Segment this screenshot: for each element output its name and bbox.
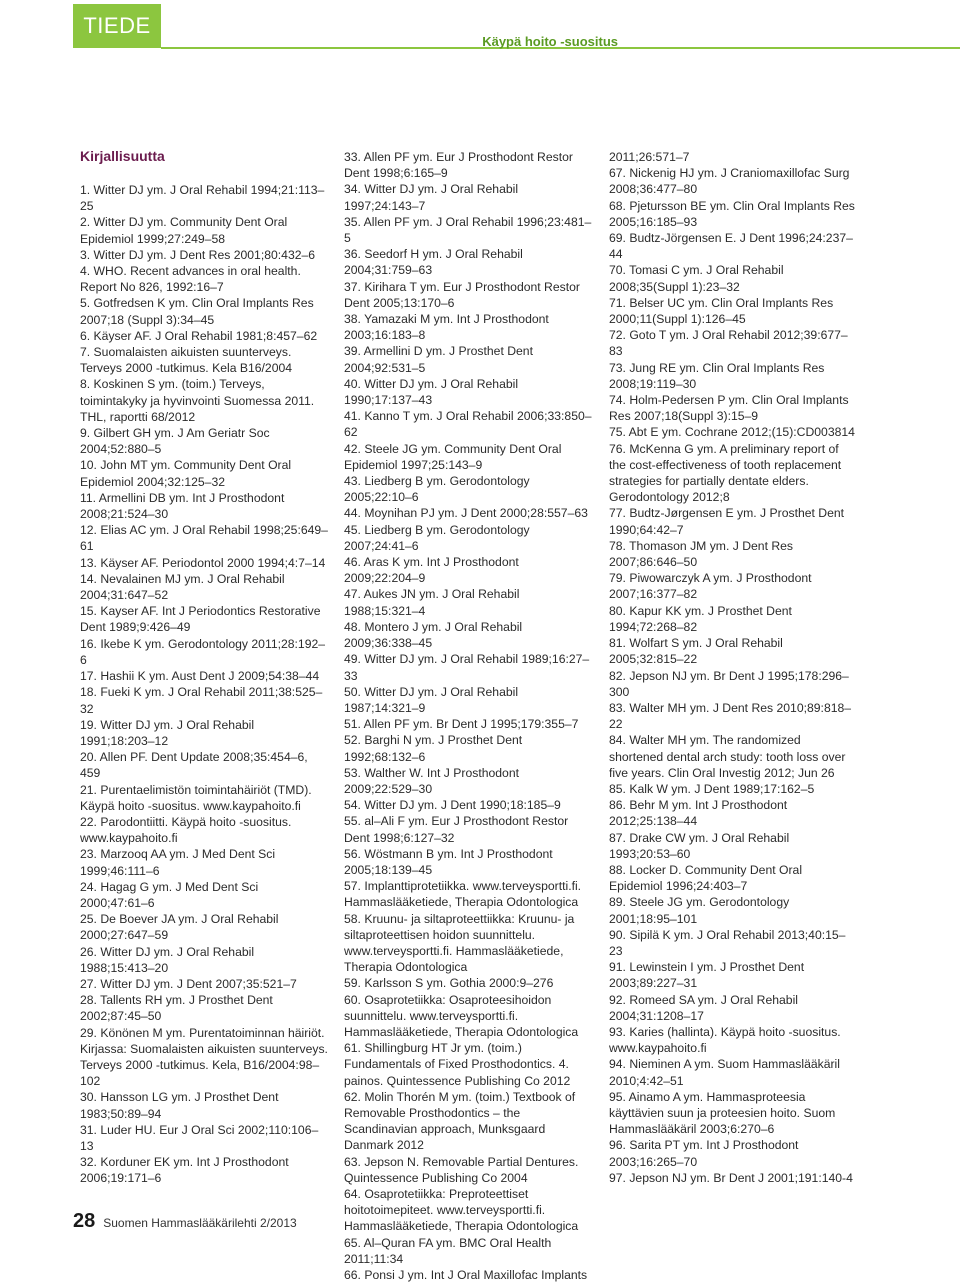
reference-item: 34. Witter DJ ym. J Oral Rehabil 1997;24:143–7 <box>344 182 519 213</box>
reference-item: 73. Jung RE ym. Clin Oral Implants Res 2008;19:119–30 <box>609 360 825 391</box>
reference-item: 92. Romeed SA ym. J Oral Rehabil 2004;31:1208–17 <box>609 992 798 1023</box>
reference-item: 47. Aukes JN ym. J Oral Rehabil 1988;15:321–4 <box>344 587 520 618</box>
references-column-1 <box>80 182 328 1187</box>
reference-item: 90. Sipilä K ym. J Oral Rehabil 2013;40:15–23 <box>609 927 846 958</box>
reference-item: 20. Allen PF. Dent Update 2008;35:454–6, 459 <box>80 750 308 781</box>
reference-item: 58. Kruunu- ja siltaproteettiikka: Kruunu- ja siltaproteettisen hoidon suunnittelu. www.terveysportti.fi. Hammaslääketiede, Therapia Odontologica <box>344 911 575 975</box>
references-column-2 <box>344 149 593 1283</box>
reference-item: 36. Seedorf H ym. J Oral Rehabil 2004;31:759–63 <box>344 247 523 278</box>
reference-item: 25. De Boever JA ym. J Oral Rehabil 2000;27:647–59 <box>80 912 279 943</box>
reference-item: 28. Tallents RH ym. J Prosthet Dent 2002;87:45–50 <box>80 993 273 1024</box>
reference-item: 59. Karlsson S ym. Gothia 2000:9–276 <box>344 976 554 991</box>
reference-item: 76. McKenna G ym. A preliminary report of the cost-effectiveness of tooth replacement strategies for partially dentate elders. Gerodontology 2012;8 <box>609 441 842 505</box>
reference-item: 17. Hashii K ym. Aust Dent J 2009;54:38–44 <box>80 669 320 684</box>
reference-item: 26. Witter DJ ym. J Oral Rehabil 1988;15:413–20 <box>80 944 255 975</box>
reference-item: 45. Liedberg B ym. Gerodontology 2007;24:41–6 <box>344 522 530 553</box>
reference-item: 2011;26:571–7 <box>609 150 690 164</box>
reference-item: 74. Holm-Pedersen P ym. Clin Oral Implants Res 2007;18(Suppl 3):15–9 <box>609 393 849 424</box>
reference-item: 85. Kalk W ym. J Dent 1989;17:162–5 <box>609 781 815 796</box>
reference-item: 30. Hansson LG ym. J Prosthet Dent 1983;50:89–94 <box>80 1090 279 1121</box>
page-footer <box>73 1210 297 1233</box>
reference-item: 7. Suomalaisten aikuisten suunterveys. Terveys 2000 -tutkimus. Kela B16/2004 <box>80 345 293 376</box>
reference-item: 95. Ainamo A ym. Hammasproteesia käyttävien suun ja proteesien hoito. Suom Hammaslääkäril 2003;6:270–6 <box>609 1089 836 1137</box>
references-title: Kirjallisuutta <box>80 148 165 164</box>
reference-item: 81. Wolfart S ym. J Oral Rehabil 2005;32:815–22 <box>609 636 783 667</box>
reference-item: 48. Montero J ym. J Oral Rehabil 2009;36:338–45 <box>344 619 523 651</box>
reference-item: 67. Nickenig HJ ym. J Craniomaxillofac Surg 2008;36:477–80 <box>609 166 850 197</box>
reference-item: 75. Abt E ym. Cochrane 2012;(15):CD003814 <box>609 425 855 440</box>
reference-item: 60. Osaprotetiikka: Osaproteesihoidon suunnittelu. www.terveysportti.fi. Hammaslääketiede, Therapia Odontologica <box>344 992 579 1039</box>
reference-item: 91. Lewinstein I ym. J Prosthet Dent 2003;89:227–31 <box>609 960 805 991</box>
reference-item: 70. Tomasi C ym. J Oral Rehabil 2008;35(Suppl 1):23–32 <box>609 263 784 294</box>
reference-item: 80. Kapur KK ym. J Prosthet Dent 1994;72:268–82 <box>609 603 792 634</box>
reference-item: 82. Jepson NJ ym. Br Dent J 1995;178:296–300 <box>609 668 849 699</box>
reference-item: 62. Molin Thorén M ym. (toim.) Textbook of Removable Prosthodontics – the Scandinavian approach, Munksgaard Danmark 2012 <box>344 1089 576 1153</box>
reference-item: 84. Walter MH ym. The randomized shortened dental arch study: tooth loss over five years. Clin Oral Investig 2012; Jun 26 <box>609 733 846 780</box>
guideline-label: Käypä hoito -suositus <box>482 34 618 49</box>
reference-item: 21. Purentaelimistön toimintahäiriöt (TMD). Käypä hoito -suositus. www.kaypahoito.fi <box>80 782 312 813</box>
reference-item: 93. Karies (hallinta). Käypä hoito -suositus. www.kaypahoito.fi <box>609 1024 841 1056</box>
reference-item: 9. Gilbert GH ym. J Am Geriatr Soc 2004;52:880–5 <box>80 426 270 457</box>
reference-item: 43. Liedberg B ym. Gerodontology 2005;22:10–6 <box>344 474 530 505</box>
reference-item: 27. Witter DJ ym. J Dent 2007;35:521–7 <box>80 976 297 991</box>
reference-item: 5. Gotfredsen K ym. Clin Oral Implants Res 2007;18 (Suppl 3):34–45 <box>80 296 314 327</box>
reference-item: 89. Steele JG ym. Gerodontology 2001;18:95–101 <box>609 895 790 926</box>
reference-item: 22. Parodontiitti. Käypä hoito -suositus. www.kaypahoito.fi <box>80 814 292 846</box>
reference-item: 65. Al–Quran FA ym. BMC Oral Health 2011;11:34 <box>344 1235 552 1266</box>
reference-item: 24. Hagag G ym. J Med Dent Sci 2000;47:61–6 <box>80 879 259 910</box>
reference-item: 79. Piwowarczyk A ym. J Prosthodont 2007;16:377–82 <box>609 571 812 602</box>
reference-item: 13. Käyser AF. Periodontol 2000 1994;4:7–14 <box>80 555 326 570</box>
reference-item: 32. Korduner EK ym. Int J Prosthodont 2006;19:171–6 <box>80 1155 289 1186</box>
reference-item: 72. Goto T ym. J Oral Rehabil 2012;39:677–83 <box>609 328 848 359</box>
reference-item: 83. Walter MH ym. J Dent Res 2010;89:818–22 <box>609 700 852 732</box>
reference-item: 49. Witter DJ ym. J Oral Rehabil 1989;16:27–33 <box>344 652 590 683</box>
reference-item: 8. Koskinen S ym. (toim.) Terveys, toimintakyky ja hyvinvointi Suomessa 2011. THL, raportti 68/2012 <box>80 377 315 424</box>
reference-item: 1. Witter DJ ym. J Oral Rehabil 1994;21:113–25 <box>80 183 325 214</box>
reference-item: 94. Nieminen A ym. Suom Hammaslääkäril 2010;4:42–51 <box>609 1057 840 1088</box>
reference-item: 16. Ikebe K ym. Gerodontology 2011;28:192–6 <box>80 636 326 667</box>
reference-item: 6. Käyser AF. J Oral Rehabil 1981;8:457–62 <box>80 328 318 343</box>
reference-item: 54. Witter DJ ym. J Dent 1990;18:185–9 <box>344 798 561 813</box>
reference-item: 12. Elias AC ym. J Oral Rehabil 1998;25:649–61 <box>80 523 328 554</box>
reference-item: 64. Osaprotetiikka: Preproteettiset hoitotoimepiteet. www.terveysportti.fi. Hammaslääketiede, Therapia Odontologica <box>344 1187 579 1234</box>
reference-item: 51. Allen PF ym. Br Dent J 1995;179:355–7 <box>344 717 579 732</box>
reference-item: 56. Wöstmann B ym. Int J Prosthodont 2005;18:139–45 <box>344 846 553 877</box>
reference-item: 87. Drake CW ym. J Oral Rehabil 1993;20:53–60 <box>609 830 790 861</box>
section-label: TIEDE <box>73 4 161 48</box>
reference-item: 68. Pjetursson BE ym. Clin Oral Implants Res 2005;16:185–93 <box>609 198 855 229</box>
reference-item: 23. Marzooq AA ym. J Med Dent Sci 1999;46:111–6 <box>80 847 276 878</box>
reference-item: 37. Kirihara T ym. Eur J Prosthodont Restor Dent 2005;13:170–6 <box>344 279 580 310</box>
reference-item: 29. Könönen M ym. Purentatoiminnan häiriöt. Kirjassa: Suomalaisten aikuisten suunterveys. Terveys 2000 -tutkimus. Kela, B16/2004:98–102 <box>80 1025 328 1089</box>
reference-item: 10. John MT ym. Community Dent Oral Epidemiol 2004;32:125–32 <box>80 458 292 489</box>
reference-item: 11. Armellini DB ym. Int J Prosthodont 2008;21:524–30 <box>80 490 285 522</box>
reference-item: 53. Walther W. Int J Prosthodont 2009;22:529–30 <box>344 765 519 796</box>
reference-item: 78. Thomason JM ym. J Dent Res 2007;86:646–50 <box>609 538 794 570</box>
reference-item: 46. Aras K ym. Int J Prosthodont 2009;22:204–9 <box>344 555 519 586</box>
journal-name: Suomen Hammaslääkärilehti 2/2013 <box>103 1216 297 1230</box>
reference-item: 86. Behr M ym. Int J Prosthodont 2012;25:138–44 <box>609 798 788 829</box>
reference-item: 52. Barghi N ym. J Prosthet Dent 1992;68:132–6 <box>344 733 523 764</box>
reference-item: 3. Witter DJ ym. J Dent Res 2001;80:432–6 <box>80 247 316 262</box>
page-number: 28 <box>73 1210 96 1232</box>
reference-item: 31. Luder HU. Eur J Oral Sci 2002;110:106–13 <box>80 1122 319 1153</box>
reference-item: 69. Budtz-Jörgensen E. J Dent 1996;24:237–44 <box>609 231 853 262</box>
reference-item: 40. Witter DJ ym. J Oral Rehabil 1990;17:137–43 <box>344 376 519 408</box>
reference-item: 44. Moynihan PJ ym. J Dent 2000;28:557–63 <box>344 506 588 521</box>
reference-item: 14. Nevalainen MJ ym. J Oral Rehabil 2004;31:647–52 <box>80 571 285 603</box>
reference-item: 2. Witter DJ ym. Community Dent Oral Epidemiol 1999;27:249–58 <box>80 215 288 246</box>
reference-item: 77. Budtz-Jørgensen E ym. J Prosthet Dent 1990;64:42–7 <box>609 506 845 537</box>
reference-item: 50. Witter DJ ym. J Oral Rehabil 1987;14:321–9 <box>344 684 519 715</box>
reference-item: 4. WHO. Recent advances in oral health. Report No 826, 1992:16–7 <box>80 264 301 295</box>
reference-item: 33. Allen PF ym. Eur J Prosthodont Restor Dent 1998;6:165–9 <box>344 150 573 181</box>
reference-item: 88. Locker D. Community Dent Oral Epidemiol 1996;24:403–7 <box>609 862 803 894</box>
reference-item: 41. Kanno T ym. J Oral Rehabil 2006;33:850–62 <box>344 409 592 440</box>
reference-item: 39. Armellini D ym. J Prosthet Dent 2004;92:531–5 <box>344 344 533 375</box>
reference-item: 96. Sarita PT ym. Int J Prosthodont 2003;16:265–70 <box>609 1138 799 1169</box>
reference-item: 61. Shillingburg HT Jr ym. (toim.) Fundamentals of Fixed Prosthodontics. 4. painos. Quintessence Publishing Co 2012 <box>344 1041 571 1088</box>
reference-item: 19. Witter DJ ym. J Oral Rehabil 1991;18:203–12 <box>80 717 255 748</box>
reference-item: 55. al–Ali F ym. Eur J Prosthodont Restor Dent 1998;6:127–32 <box>344 814 569 845</box>
reference-item: 63. Jepson N. Removable Partial Dentures. Quintessence Publishing Co 2004 <box>344 1154 579 1185</box>
reference-item: 71. Belser UC ym. Clin Oral Implants Res 2000;11(Suppl 1):126–45 <box>609 295 834 327</box>
reference-item: 42. Steele JG ym. Community Dent Oral Epidemiol 1997;25:143–9 <box>344 441 562 472</box>
reference-item: 57. Implanttiprotetiikka. www.terveysportti.fi. Hammaslääketiede, Therapia Odontologica <box>344 879 582 910</box>
reference-item: 35. Allen PF ym. J Oral Rehabil 1996;23:481–5 <box>344 214 592 246</box>
reference-item: 38. Yamazaki M ym. Int J Prosthodont 2003;16:183–8 <box>344 312 549 343</box>
reference-item: 18. Fueki K ym. J Oral Rehabil 2011;38:525–32 <box>80 685 323 716</box>
reference-item: 97. Jepson NJ ym. Br Dent J 2001;191:140-4 <box>609 1170 853 1185</box>
reference-item: 15. Kayser AF. Int J Periodontics Restorative Dent 1989;9:426–49 <box>80 604 321 635</box>
references-column-3 <box>609 149 858 1186</box>
reference-item: 66. Ponsi J ym. Int J Oral Maxillofac Implants <box>344 1268 588 1283</box>
